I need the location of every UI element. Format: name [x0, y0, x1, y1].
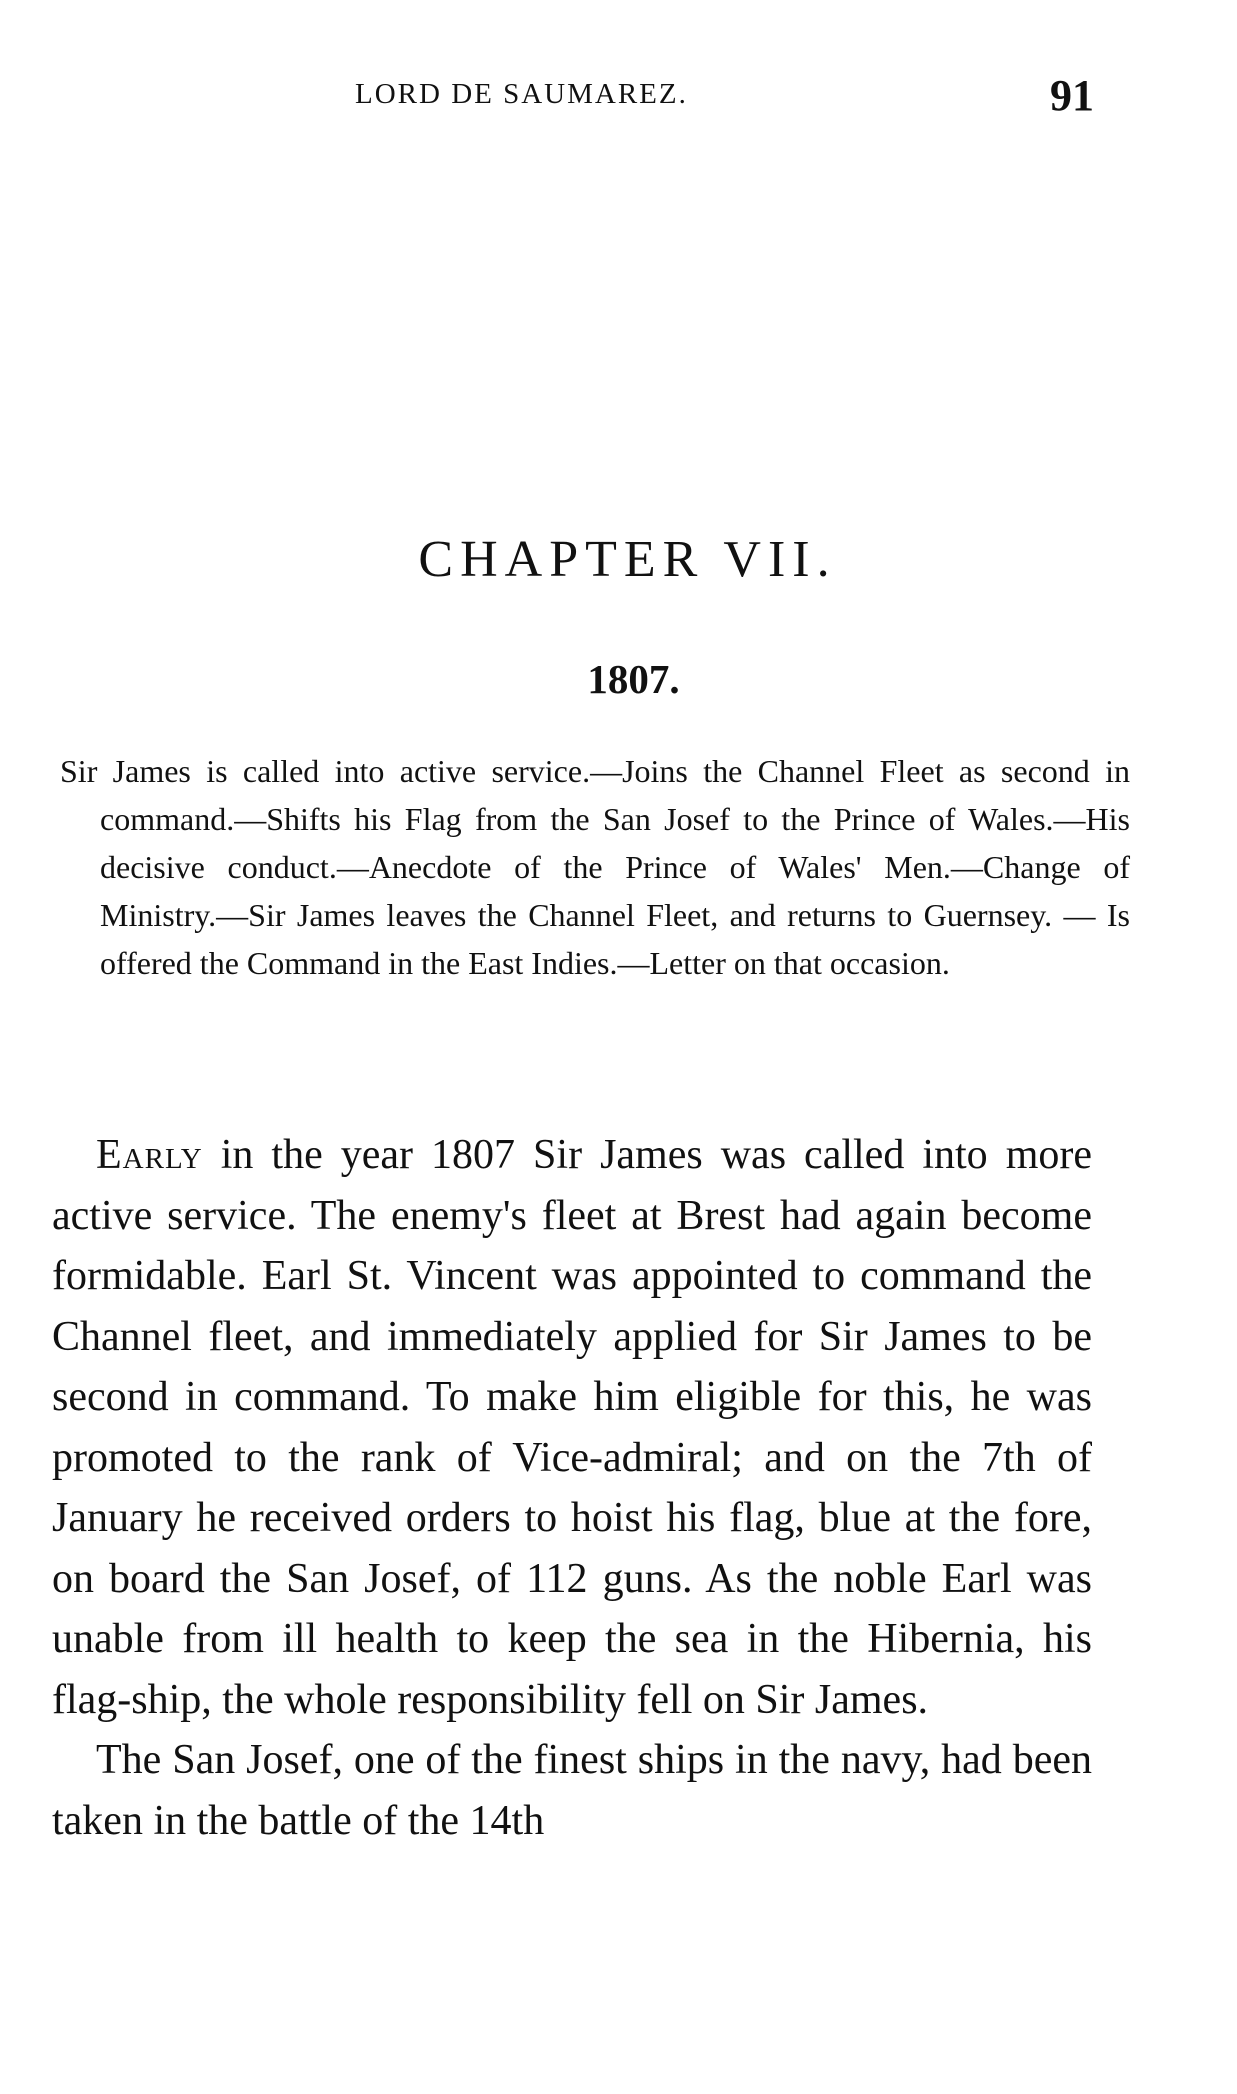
chapter-year: 1807. [587, 656, 680, 702]
paragraph-2: The San Josef, one of the finest ships in the navy, had been taken in the battle of the 14th [52, 1737, 1092, 1844]
chapter-title: CHAPTER VII. [418, 531, 837, 588]
paragraph-1-text: in the year 1807 Sir James was called into more active service. The enemy's fleet at Brest had again become formidable. Earl St. Vincent was appointed to command the Channel fleet, and immediately applied for Sir James to be second in command. To make him eligible for this, he was promoted to the rank of Vice-admiral; and on the 7th of January he received orders to hoist his flag, blue at the fore, on board the San Josef, of 112 guns. As the noble Earl was unable from ill health to keep the sea in the Hibernia, his flag-ship, the whole responsibility fell on Sir James. [52, 1132, 1092, 1723]
paragraph-1 [52, 1125, 1092, 1730]
body-text [52, 1125, 1092, 1851]
chapter-synopsis: Sir James is called into active service.—Joins the Channel Fleet as second in command.—Shifts his Flag from the San Josef to the Prince of Wales.—His decisive conduct.—Anecdote of the Prince of Wales' Men.—Change of Ministry.—Sir James leaves the Channel Fleet, and returns to Guernsey. — Is offered the Command in the East Indies.—Letter on that occasion. [60, 753, 1130, 981]
paragraph-1-lead-word: Early [96, 1132, 203, 1178]
running-title: LORD DE SAUMAREZ. [355, 78, 688, 110]
page-number: 91 [1050, 71, 1094, 120]
